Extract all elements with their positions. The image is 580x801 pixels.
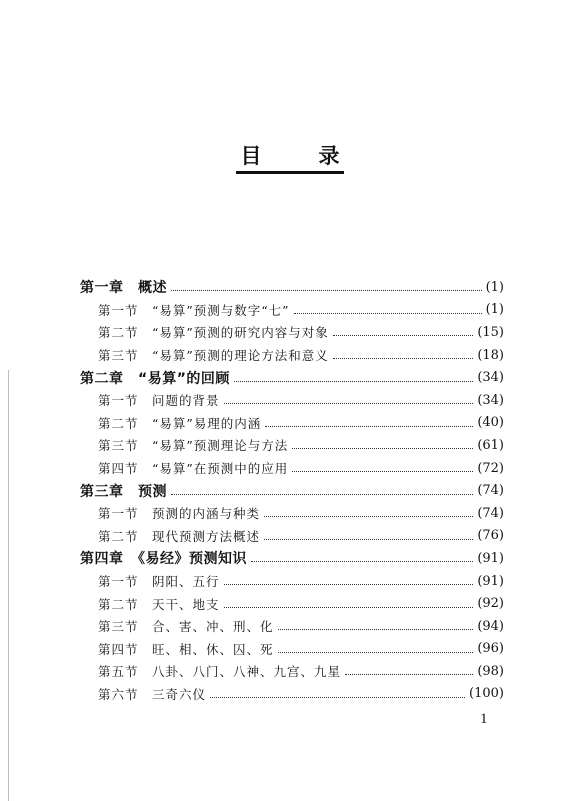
toc-entry-page: (98) (477, 663, 504, 679)
dot-leader (224, 583, 474, 585)
toc-entry-label: 第二节 “易算”易理的内涵 (98, 415, 262, 431)
toc-chapter-entry (80, 276, 504, 299)
toc-entry-page: (91) (477, 550, 504, 566)
dot-leader (265, 425, 473, 427)
toc-entry-label: 第五节 八卦、八门、八神、九宫、九星 (98, 664, 342, 680)
toc-entry-label: 第三章 预测 (80, 483, 167, 500)
toc-entry-label: 第一节 问题的背景 (98, 393, 220, 409)
toc-entry-label: 第三节 “易算”预测的理论方法和意义 (98, 348, 329, 364)
toc-section-entry (80, 412, 504, 435)
toc-entry-page: (1) (485, 279, 504, 295)
toc-section-entry (80, 638, 504, 661)
toc-section-entry (80, 683, 504, 706)
dot-leader (171, 289, 482, 291)
toc-entry-page: (96) (477, 641, 504, 657)
toc-section-entry (80, 592, 504, 615)
toc-entry-page: (34) (477, 392, 504, 408)
toc-entry-page: (40) (477, 415, 504, 431)
toc-entry-page: (15) (477, 324, 504, 340)
toc-section-entry (80, 457, 504, 480)
dot-leader (333, 357, 474, 359)
toc-entry-page: (74) (477, 505, 504, 521)
dot-leader (251, 560, 473, 562)
dot-leader (234, 380, 473, 382)
dot-leader (264, 538, 473, 540)
table-of-contents (80, 276, 504, 705)
toc-chapter-entry (80, 547, 504, 570)
dot-leader (333, 334, 474, 336)
dot-leader (345, 673, 473, 675)
dot-leader (210, 696, 465, 698)
toc-entry-page: (34) (477, 370, 504, 386)
toc-section-entry (80, 344, 504, 367)
dot-leader (171, 493, 473, 495)
toc-entry-label: 第二节 天干、地支 (98, 596, 220, 612)
toc-section-entry (80, 660, 504, 683)
dot-leader (224, 606, 474, 608)
toc-section-entry (80, 525, 504, 548)
toc-section-entry (80, 615, 504, 638)
page-number: 1 (480, 711, 488, 727)
toc-entry-page: (76) (477, 528, 504, 544)
toc-entry-label: 第三节 “易算”预测理论与方法 (98, 438, 289, 454)
toc-section-entry (80, 434, 504, 457)
toc-entry-page: (74) (477, 483, 504, 499)
toc-entry-page: (72) (477, 460, 504, 476)
toc-entry-page: (91) (477, 573, 504, 589)
toc-entry-label: 第一节 “易算”预测与数字“七” (98, 302, 290, 318)
toc-section-entry (80, 299, 504, 322)
toc-section-entry (80, 321, 504, 344)
toc-entry-page: (92) (477, 596, 504, 612)
toc-entry-page: (18) (477, 347, 504, 363)
toc-section-entry (80, 570, 504, 593)
toc-chapter-entry (80, 366, 504, 389)
toc-entry-label: 第一节 阴阳、五行 (98, 574, 220, 590)
dot-leader (224, 402, 474, 404)
toc-entry-label: 第二章 “易算”的回顾 (80, 370, 230, 387)
toc-section-entry (80, 502, 504, 525)
dot-leader (294, 312, 482, 314)
toc-entry-label: 第四节 “易算”在预测中的应用 (98, 461, 289, 477)
title-underline (236, 171, 344, 174)
toc-entry-page: (94) (477, 618, 504, 634)
toc-entry-label: 第六节 三奇六仪 (98, 686, 207, 702)
dot-leader (292, 447, 473, 449)
toc-chapter-entry (80, 479, 504, 502)
toc-entry-label: 第三节 合、害、冲、刑、化 (98, 619, 274, 635)
page-title: 目 录 (240, 144, 358, 168)
toc-entry-label: 第四章 《易经》预测知识 (80, 551, 247, 568)
dot-leader (278, 628, 474, 630)
scan-edge-line (8, 370, 9, 801)
toc-entry-label: 第一节 预测的内涵与种类 (98, 506, 261, 522)
toc-entry-label: 第四节 旺、相、休、囚、死 (98, 641, 274, 657)
dot-leader (292, 470, 473, 472)
dot-leader (278, 651, 474, 653)
toc-entry-page: (61) (477, 437, 504, 453)
toc-entry-page: (1) (485, 302, 504, 318)
toc-entry-page: (100) (469, 686, 504, 702)
toc-section-entry (80, 389, 504, 412)
toc-entry-label: 第二节 现代预测方法概述 (98, 528, 261, 544)
toc-entry-label: 第二节 “易算”预测的研究内容与对象 (98, 325, 329, 341)
dot-leader (264, 515, 473, 517)
toc-entry-label: 第一章 概述 (80, 280, 167, 297)
